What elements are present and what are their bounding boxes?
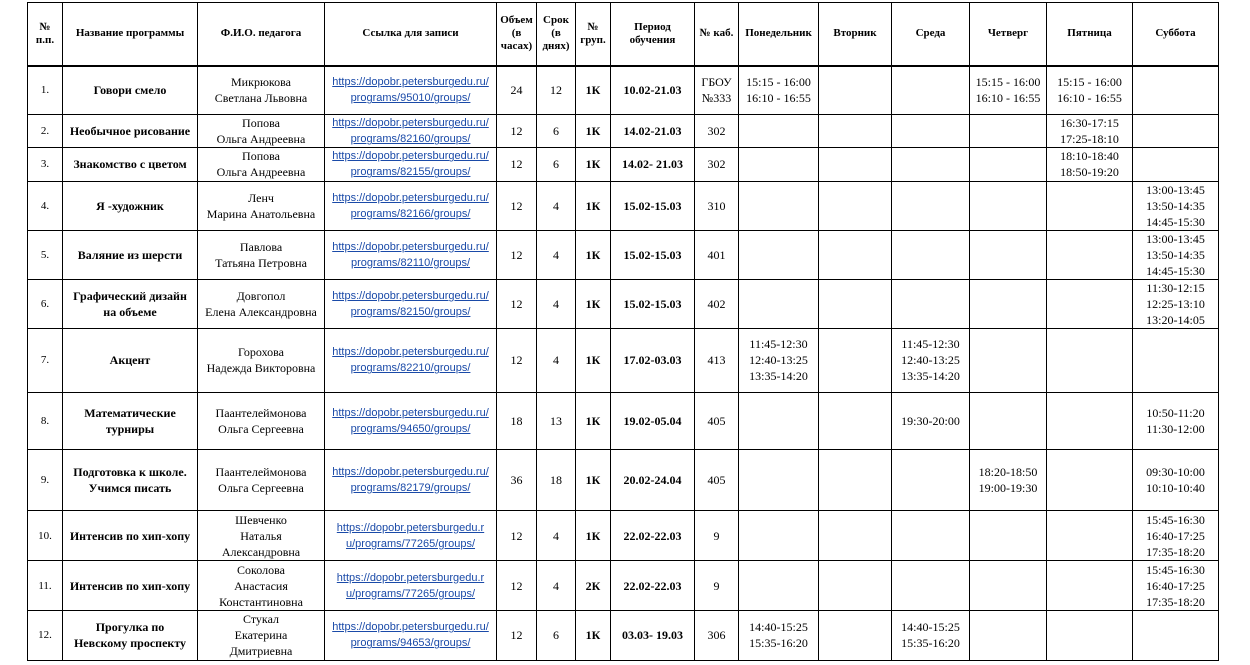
time-saturday: 10:50-11:20 11:30-12:00 xyxy=(1133,392,1219,449)
time-wednesday: 19:30-20:00 xyxy=(892,392,970,449)
time-saturday: 13:00-13:45 13:50-14:35 14:45-15:30 xyxy=(1133,181,1219,230)
group-number: 1К xyxy=(576,280,611,329)
time-saturday xyxy=(1133,610,1219,660)
teacher-name: Попова Ольга Андреевна xyxy=(198,115,325,148)
time-thursday xyxy=(970,115,1047,148)
study-period: 10.02-21.03 xyxy=(611,66,695,115)
term-days: 4 xyxy=(537,280,576,329)
row-number: 8. xyxy=(28,392,63,449)
header-teacher: Ф.И.О. педагога xyxy=(198,3,325,66)
row-number: 9. xyxy=(28,449,63,510)
header-num: № п.п. xyxy=(28,3,63,66)
signup-link-cell xyxy=(325,181,497,230)
time-thursday xyxy=(970,511,1047,561)
header-room: № каб. xyxy=(695,3,739,66)
program-name: Прогулка по Невскому проспекту xyxy=(63,610,198,660)
header-group: № груп. xyxy=(576,3,611,66)
schedule-body xyxy=(28,66,1219,661)
time-friday xyxy=(1047,392,1133,449)
study-period: 22.02-22.03 xyxy=(611,511,695,561)
group-number: 1К xyxy=(576,449,611,510)
header-tuesday: Вторник xyxy=(819,3,892,66)
table-row xyxy=(28,511,1219,561)
group-number: 1К xyxy=(576,148,611,181)
time-thursday xyxy=(970,329,1047,392)
teacher-name: Соколова Анастасия Константиновна xyxy=(198,561,325,610)
teacher-name: Горохова Надежда Викторовна xyxy=(198,329,325,392)
volume-hours: 12 xyxy=(497,181,537,230)
header-link: Ссылка для записи xyxy=(325,3,497,66)
signup-link-cell xyxy=(325,392,497,449)
time-tuesday xyxy=(819,230,892,279)
time-friday xyxy=(1047,280,1133,329)
time-wednesday xyxy=(892,230,970,279)
volume-hours: 24 xyxy=(497,66,537,115)
signup-link[interactable]: https://dopobr.petersburgedu.ru/ programs/82210/groups/ xyxy=(332,346,489,375)
term-days: 6 xyxy=(537,115,576,148)
study-period: 15.02-15.03 xyxy=(611,280,695,329)
time-monday xyxy=(739,280,819,329)
signup-link-cell xyxy=(325,280,497,329)
header-period: Период обучения xyxy=(611,3,695,66)
signup-link[interactable]: https://dopobr.petersburgedu.ru/ programs/82110/groups/ xyxy=(332,240,489,269)
time-thursday xyxy=(970,230,1047,279)
table-row xyxy=(28,280,1219,329)
study-period: 14.02- 21.03 xyxy=(611,148,695,181)
signup-link[interactable]: https://dopobr.petersburgedu.r u/programs/77265/groups/ xyxy=(336,571,485,600)
signup-link[interactable]: https://dopobr.petersburgedu.ru/ programs/82166/groups/ xyxy=(332,191,489,220)
row-number: 5. xyxy=(28,230,63,279)
time-wednesday xyxy=(892,561,970,610)
time-friday xyxy=(1047,610,1133,660)
time-friday xyxy=(1047,449,1133,510)
time-tuesday xyxy=(819,66,892,115)
teacher-name: Паантелеймонова Ольга Сергеевна xyxy=(198,392,325,449)
group-number: 1К xyxy=(576,230,611,279)
term-days: 6 xyxy=(537,148,576,181)
volume-hours: 12 xyxy=(497,511,537,561)
signup-link[interactable]: https://dopobr.petersburgedu.ru/ programs/82179/groups/ xyxy=(332,465,489,494)
time-tuesday xyxy=(819,561,892,610)
time-monday xyxy=(739,561,819,610)
time-tuesday xyxy=(819,610,892,660)
table-row xyxy=(28,148,1219,181)
time-monday: 14:40-15:25 15:35-16:20 xyxy=(739,610,819,660)
time-friday: 18:10-18:40 18:50-19:20 xyxy=(1047,148,1133,181)
row-number: 6. xyxy=(28,280,63,329)
study-period: 15.02-15.03 xyxy=(611,230,695,279)
row-number: 2. xyxy=(28,115,63,148)
signup-link-cell xyxy=(325,115,497,148)
time-friday xyxy=(1047,181,1133,230)
term-days: 13 xyxy=(537,392,576,449)
room-number: 402 xyxy=(695,280,739,329)
time-monday xyxy=(739,392,819,449)
time-thursday: 15:15 - 16:00 16:10 - 16:55 xyxy=(970,66,1047,115)
row-number: 3. xyxy=(28,148,63,181)
program-name: Необычное рисование xyxy=(63,115,198,148)
program-name: Графический дизайн на объеме xyxy=(63,280,198,329)
row-number: 12. xyxy=(28,610,63,660)
room-number: 310 xyxy=(695,181,739,230)
header-saturday: Суббота xyxy=(1133,3,1219,66)
time-wednesday xyxy=(892,66,970,115)
group-number: 1К xyxy=(576,181,611,230)
time-wednesday xyxy=(892,280,970,329)
time-monday xyxy=(739,148,819,181)
signup-link[interactable]: https://dopobr.petersburgedu.ru/ programs/94650/groups/ xyxy=(332,406,489,435)
study-period: 17.02-03.03 xyxy=(611,329,695,392)
header-thursday: Четверг xyxy=(970,3,1047,66)
table-row xyxy=(28,449,1219,510)
header-monday: Понедельник xyxy=(739,3,819,66)
signup-link[interactable]: https://dopobr.petersburgedu.ru/ programs/82155/groups/ xyxy=(332,150,489,179)
time-friday xyxy=(1047,329,1133,392)
time-thursday: 18:20-18:50 19:00-19:30 xyxy=(970,449,1047,510)
signup-link-cell xyxy=(325,449,497,510)
time-thursday xyxy=(970,148,1047,181)
time-thursday xyxy=(970,280,1047,329)
time-saturday xyxy=(1133,148,1219,181)
time-saturday xyxy=(1133,115,1219,148)
volume-hours: 12 xyxy=(497,115,537,148)
volume-hours: 18 xyxy=(497,392,537,449)
group-number: 1К xyxy=(576,115,611,148)
time-thursday xyxy=(970,561,1047,610)
time-thursday xyxy=(970,610,1047,660)
volume-hours: 12 xyxy=(497,148,537,181)
header-program: Название программы xyxy=(63,3,198,66)
time-wednesday: 14:40-15:25 15:35-16:20 xyxy=(892,610,970,660)
group-number: 1К xyxy=(576,329,611,392)
room-number: 413 xyxy=(695,329,739,392)
term-days: 4 xyxy=(537,181,576,230)
program-name: Интенсив по хип-хопу xyxy=(63,511,198,561)
room-number: 302 xyxy=(695,148,739,181)
table-row xyxy=(28,181,1219,230)
time-tuesday xyxy=(819,329,892,392)
time-saturday xyxy=(1133,66,1219,115)
time-wednesday xyxy=(892,449,970,510)
group-number: 1К xyxy=(576,511,611,561)
header-row xyxy=(28,3,1219,66)
room-number: 405 xyxy=(695,449,739,510)
time-wednesday xyxy=(892,148,970,181)
table-row xyxy=(28,610,1219,660)
row-number: 1. xyxy=(28,66,63,115)
group-number: 1К xyxy=(576,610,611,660)
program-name: Математические турниры xyxy=(63,392,198,449)
schedule-table xyxy=(27,2,1219,661)
time-friday: 15:15 - 16:00 16:10 - 16:55 xyxy=(1047,66,1133,115)
table-row xyxy=(28,66,1219,115)
time-saturday xyxy=(1133,329,1219,392)
signup-link-cell xyxy=(325,230,497,279)
volume-hours: 12 xyxy=(497,329,537,392)
time-tuesday xyxy=(819,280,892,329)
time-tuesday xyxy=(819,392,892,449)
teacher-name: Микрюкова Светлана Львовна xyxy=(198,66,325,115)
row-number: 11. xyxy=(28,561,63,610)
time-wednesday xyxy=(892,181,970,230)
signup-link[interactable]: https://dopobr.petersburgedu.ru/ programs/94653/groups/ xyxy=(332,621,489,650)
time-tuesday xyxy=(819,148,892,181)
time-friday xyxy=(1047,230,1133,279)
time-monday: 11:45-12:30 12:40-13:25 13:35-14:20 xyxy=(739,329,819,392)
program-name: Интенсив по хип-хопу xyxy=(63,561,198,610)
time-friday xyxy=(1047,561,1133,610)
time-friday xyxy=(1047,511,1133,561)
room-number: 302 xyxy=(695,115,739,148)
volume-hours: 36 xyxy=(497,449,537,510)
teacher-name: Шевченко Наталья Александровна xyxy=(198,511,325,561)
signup-link[interactable]: https://dopobr.petersburgedu.ru/ programs/82150/groups/ xyxy=(332,290,489,319)
term-days: 12 xyxy=(537,66,576,115)
room-number: 9 xyxy=(695,561,739,610)
teacher-name: Стукал Екатерина Дмитриевна xyxy=(198,610,325,660)
header-volume: Объем (в часах) xyxy=(497,3,537,66)
signup-link-cell xyxy=(325,329,497,392)
table-row xyxy=(28,115,1219,148)
teacher-name: Попова Ольга Андреевна xyxy=(198,148,325,181)
time-wednesday: 11:45-12:30 12:40-13:25 13:35-14:20 xyxy=(892,329,970,392)
room-number: ГБОУ №333 xyxy=(695,66,739,115)
table-row xyxy=(28,392,1219,449)
group-number: 1К xyxy=(576,392,611,449)
time-monday xyxy=(739,115,819,148)
teacher-name: Довгопол Елена Александровна xyxy=(198,280,325,329)
signup-link-cell xyxy=(325,561,497,610)
teacher-name: Павлова Татьяна Петровна xyxy=(198,230,325,279)
study-period: 15.02-15.03 xyxy=(611,181,695,230)
time-thursday xyxy=(970,181,1047,230)
table-row xyxy=(28,230,1219,279)
table-row xyxy=(28,561,1219,610)
volume-hours: 12 xyxy=(497,230,537,279)
room-number: 401 xyxy=(695,230,739,279)
time-thursday xyxy=(970,392,1047,449)
signup-link-cell xyxy=(325,511,497,561)
group-number: 1К xyxy=(576,66,611,115)
row-number: 10. xyxy=(28,511,63,561)
row-number: 7. xyxy=(28,329,63,392)
term-days: 4 xyxy=(537,329,576,392)
program-name: Валяние из шерсти xyxy=(63,230,198,279)
time-monday xyxy=(739,181,819,230)
group-number: 2К xyxy=(576,561,611,610)
time-saturday: 15:45-16:30 16:40-17:25 17:35-18:20 xyxy=(1133,561,1219,610)
signup-link-cell xyxy=(325,610,497,660)
time-saturday: 11:30-12:15 12:25-13:10 13:20-14:05 xyxy=(1133,280,1219,329)
time-wednesday xyxy=(892,115,970,148)
header-friday: Пятница xyxy=(1047,3,1133,66)
volume-hours: 12 xyxy=(497,610,537,660)
room-number: 9 xyxy=(695,511,739,561)
program-name: Подготовка к школе. Учимся писать xyxy=(63,449,198,510)
time-monday: 15:15 - 16:00 16:10 - 16:55 xyxy=(739,66,819,115)
study-period: 19.02-05.04 xyxy=(611,392,695,449)
signup-link[interactable]: https://dopobr.petersburgedu.ru/ programs/82160/groups/ xyxy=(332,117,489,146)
study-period: 20.02-24.04 xyxy=(611,449,695,510)
header-term: Срок (в днях) xyxy=(537,3,576,66)
term-days: 4 xyxy=(537,561,576,610)
time-saturday: 13:00-13:45 13:50-14:35 14:45-15:30 xyxy=(1133,230,1219,279)
row-number: 4. xyxy=(28,181,63,230)
time-tuesday xyxy=(819,115,892,148)
volume-hours: 12 xyxy=(497,280,537,329)
program-name: Акцент xyxy=(63,329,198,392)
term-days: 4 xyxy=(537,511,576,561)
room-number: 405 xyxy=(695,392,739,449)
time-friday: 16:30-17:15 17:25-18:10 xyxy=(1047,115,1133,148)
header-wednesday: Среда xyxy=(892,3,970,66)
time-monday xyxy=(739,511,819,561)
term-days: 6 xyxy=(537,610,576,660)
study-period: 22.02-22.03 xyxy=(611,561,695,610)
program-name: Знакомство с цветом xyxy=(63,148,198,181)
teacher-name: Паантелеймонова Ольга Сергеевна xyxy=(198,449,325,510)
time-saturday: 09:30-10:00 10:10-10:40 xyxy=(1133,449,1219,510)
room-number: 306 xyxy=(695,610,739,660)
term-days: 18 xyxy=(537,449,576,510)
volume-hours: 12 xyxy=(497,561,537,610)
time-monday xyxy=(739,230,819,279)
program-name: Говори смело xyxy=(63,66,198,115)
signup-link-cell xyxy=(325,66,497,115)
table-row xyxy=(28,329,1219,392)
signup-link[interactable]: https://dopobr.petersburgedu.r u/programs/77265/groups/ xyxy=(336,521,485,550)
term-days: 4 xyxy=(537,230,576,279)
signup-link-cell xyxy=(325,148,497,181)
time-tuesday xyxy=(819,449,892,510)
time-tuesday xyxy=(819,511,892,561)
time-saturday: 15:45-16:30 16:40-17:25 17:35-18:20 xyxy=(1133,511,1219,561)
study-period: 03.03- 19.03 xyxy=(611,610,695,660)
time-monday xyxy=(739,449,819,510)
time-tuesday xyxy=(819,181,892,230)
study-period: 14.02-21.03 xyxy=(611,115,695,148)
program-name: Я -художник xyxy=(63,181,198,230)
time-wednesday xyxy=(892,511,970,561)
signup-link[interactable]: https://dopobr.petersburgedu.ru/ programs/95010/groups/ xyxy=(332,76,489,105)
teacher-name: Ленч Марина Анатольевна xyxy=(198,181,325,230)
